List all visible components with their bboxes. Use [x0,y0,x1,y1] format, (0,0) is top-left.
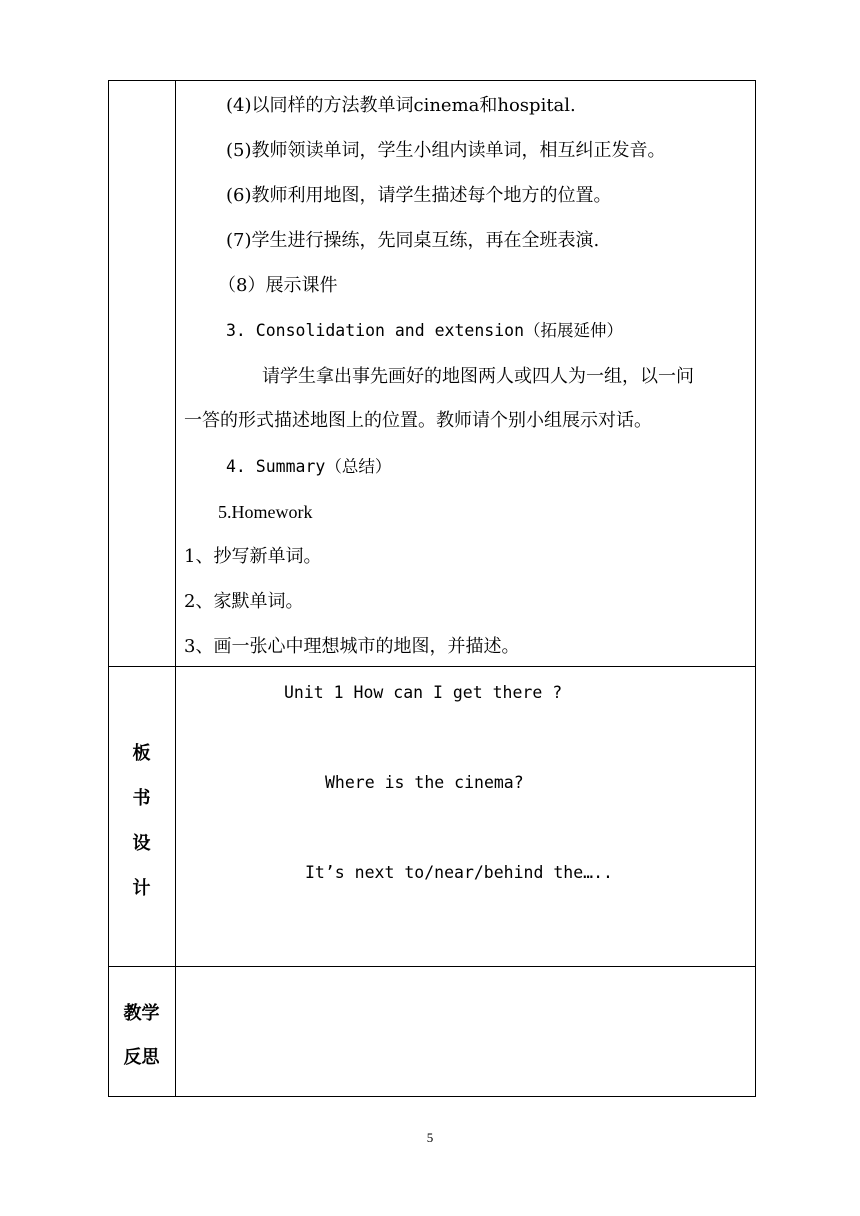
blackboard-title: Unit 1 How can I get there ? [284,683,563,702]
step-5: (5)教师领读单词，学生小组内读单词，相互纠正发音。 [226,140,666,161]
reflection-label-line-1: 教学 [123,1003,160,1024]
blackboard-label-char-3: 设 [132,833,151,854]
step-7: (7)学生进行操练，先同桌互练，再在全班表演. [226,230,600,251]
consolidation-body-line-1: 请学生拿出事先画好的地图两人或四人为一组，以一问 [262,366,694,387]
consolidation-body-line-2: 一答的形式描述地图上的位置。教师请个别小组展示对话。 [184,410,652,431]
blackboard-answer: It’s next to/near/behind the….. [305,863,613,882]
homework-item-3: 3、画一张心中理想城市的地图，并描述。 [184,636,520,657]
table-column-divider [175,80,176,1097]
homework-heading: 5.Homework [218,502,313,522]
homework-item-2: 2、家默单词。 [184,591,304,612]
table-row-divider-1 [108,666,756,667]
step-6: (6)教师利用地图，请学生描述每个地方的位置。 [226,185,612,206]
summary-heading: 4. Summary（总结） [226,457,392,476]
page-number: 5 [426,1130,434,1145]
table-row-divider-2 [108,966,756,967]
homework-item-1: 1、抄写新单词。 [184,546,322,567]
blackboard-label-char-1: 板 [132,743,151,764]
blackboard-label-char-4: 计 [132,878,151,899]
step-8: （8）展示课件 [218,275,338,296]
step-4: (4)以同样的方法教单词cinema和hospital. [226,95,576,116]
reflection-label-line-2: 反思 [123,1047,160,1068]
blackboard-question: Where is the cinema? [325,773,524,792]
blackboard-label-char-2: 书 [132,788,151,809]
consolidation-heading: 3. Consolidation and extension（拓展延伸） [226,321,624,340]
